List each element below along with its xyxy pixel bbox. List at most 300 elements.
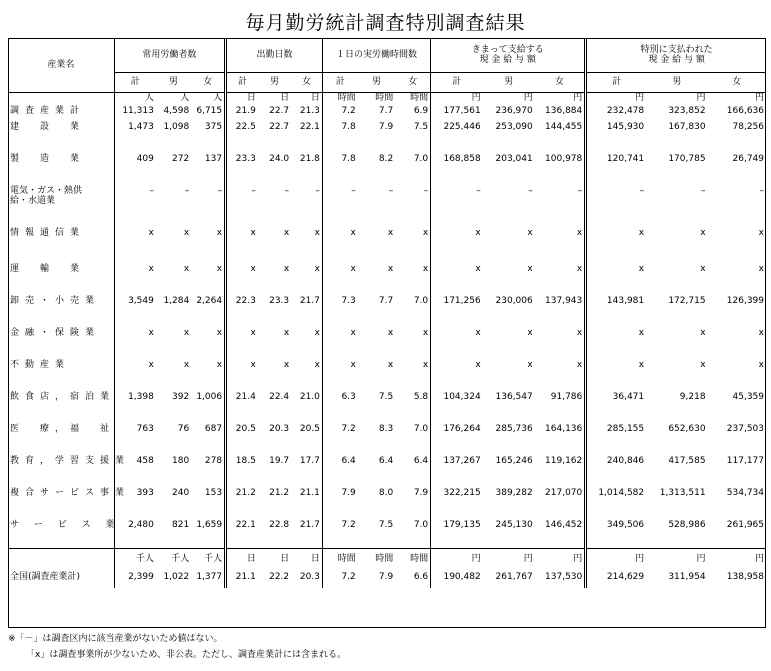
value-cell: 7.9 <box>322 486 357 518</box>
sub-header-12: 計 <box>586 72 646 92</box>
value-cell: – <box>759 186 764 196</box>
value-cell: 349,506 <box>586 518 646 548</box>
sub-header-0: 計 <box>114 72 156 92</box>
header-group-row <box>8 38 766 72</box>
value-cell: – <box>217 186 223 196</box>
sub-header-7: 男 <box>358 72 395 92</box>
industry-name <box>8 454 131 486</box>
value-cell: x <box>216 228 223 238</box>
value-cell: 7.2 <box>322 566 357 588</box>
value-cell: 21.9 <box>226 104 258 120</box>
value-cell: – <box>114 184 156 226</box>
value-cell: 円 <box>586 548 646 566</box>
value-cell: 253,090 <box>495 122 533 132</box>
sub-header-8: 女 <box>395 72 430 92</box>
value-cell: 円 <box>646 548 707 566</box>
industry-name-text: 医 療，福 祉 <box>10 424 116 434</box>
industry-name <box>8 358 114 390</box>
value-cell: 214,629 <box>586 566 646 588</box>
value-cell: 1,313,511 <box>659 488 706 498</box>
value-cell: 126,399 <box>726 296 764 306</box>
value-cell: 7.8 <box>322 152 357 184</box>
value-cell: 322,215 <box>431 486 483 518</box>
value-cell: x <box>700 328 706 338</box>
industry-name <box>8 294 114 326</box>
value-cell: x <box>314 328 320 338</box>
value-cell: x <box>527 360 533 370</box>
sub-header-4: 男 <box>258 72 291 92</box>
value-cell: 528,986 <box>668 520 706 530</box>
value-cell: 26,749 <box>732 154 764 164</box>
value-cell: x <box>527 228 533 238</box>
value-cell: 285,155 <box>586 422 646 454</box>
value-cell: 687 <box>204 424 223 434</box>
value-cell: 千人 <box>156 548 191 566</box>
value-cell: x <box>422 264 429 274</box>
value-cell: 2,480 <box>114 518 156 548</box>
value-cell: 時間 <box>322 548 357 566</box>
value-cell: x <box>586 226 646 262</box>
value-cell: 1,377 <box>196 572 223 582</box>
value-cell: 7.0 <box>413 154 429 164</box>
table-row <box>8 226 766 262</box>
value-cell: x <box>114 262 156 294</box>
value-cell: 763 <box>114 422 156 454</box>
value-cell: 22.1 <box>226 518 258 548</box>
page-title: 毎月勤労統計調査特別調査結果 <box>245 12 526 34</box>
industry-name <box>8 184 114 226</box>
regular-pay-line2: 現 金 給 与 額 <box>479 54 536 65</box>
value-cell: 時間 <box>375 93 394 104</box>
value-cell: – <box>184 186 190 196</box>
value-cell: x <box>114 226 156 262</box>
value-cell: 日 <box>280 93 290 104</box>
value-cell: x <box>527 328 533 338</box>
value-cell: 8.2 <box>378 154 394 164</box>
table-row <box>8 518 766 548</box>
value-cell: 6.4 <box>378 456 394 466</box>
value-cell: x <box>431 326 483 358</box>
industry-name-line1: 電気・ガス・熱供 <box>10 186 83 196</box>
value-cell: – <box>423 186 429 196</box>
value-cell: 時間 <box>395 548 430 566</box>
value-cell: x <box>576 328 583 338</box>
value-cell: – <box>322 184 357 226</box>
value-cell: 時間 <box>322 92 357 104</box>
sub-header-6: 計 <box>322 72 357 92</box>
industry-name <box>8 152 114 184</box>
value-cell: 168,858 <box>431 152 483 184</box>
value-cell: 21.8 <box>299 154 320 164</box>
value-cell: 1,659 <box>196 520 223 530</box>
value-cell: 6.6 <box>413 572 429 582</box>
value-cell: 389,282 <box>495 488 533 498</box>
value-cell: 22.2 <box>269 572 290 582</box>
value-cell: 7.5 <box>413 122 429 132</box>
value-cell: 245,130 <box>495 520 533 530</box>
value-cell: x <box>226 226 258 262</box>
value-cell: 千人 <box>191 548 225 566</box>
value-cell: 534,734 <box>726 488 764 498</box>
value-cell: 人 <box>213 93 223 104</box>
value-cell: 7.0 <box>413 424 429 434</box>
value-cell: 1,022 <box>163 572 190 582</box>
value-cell: – <box>315 186 320 196</box>
value-cell: 人 <box>180 93 190 104</box>
value-cell: x <box>114 358 156 390</box>
value-cell: x <box>700 264 706 274</box>
value-cell: 20.3 <box>299 572 320 582</box>
value-cell: – <box>577 186 583 196</box>
value-cell: – <box>528 186 533 196</box>
value-cell: 237,503 <box>726 424 764 434</box>
value-cell: x <box>700 228 706 238</box>
value-cell: x <box>422 228 429 238</box>
value-cell: 166,636 <box>726 106 764 116</box>
value-cell: 232,478 <box>586 104 646 120</box>
value-cell: 180 <box>172 456 190 466</box>
value-cell: 171,256 <box>431 294 483 326</box>
value-cell: 417,585 <box>668 456 706 466</box>
value-cell: 821 <box>172 520 190 530</box>
value-cell: 167,830 <box>668 122 706 132</box>
value-cell: x <box>527 264 533 274</box>
value-cell: x <box>431 358 483 390</box>
value-cell: 100,978 <box>545 154 583 164</box>
value-cell: 143,981 <box>586 294 646 326</box>
industry-name <box>8 518 121 548</box>
table-row <box>8 120 766 152</box>
industry-name <box>8 104 114 120</box>
value-cell: 6.4 <box>322 454 357 486</box>
value-cell: 20.5 <box>226 422 258 454</box>
industry-name-empty <box>8 548 114 566</box>
industry-header: 産業名 <box>8 38 114 92</box>
value-cell: 6,715 <box>196 106 223 116</box>
value-cell: 5.8 <box>413 392 429 402</box>
value-cell: 375 <box>204 122 223 132</box>
industry-name-text: 不動産業 <box>10 360 71 370</box>
value-cell: 23.3 <box>269 296 290 306</box>
value-cell: 21.2 <box>269 488 290 498</box>
value-cell: 91,786 <box>550 392 583 402</box>
value-cell: 1,014,582 <box>586 486 646 518</box>
value-cell: x <box>322 226 357 262</box>
value-cell: 千人 <box>114 548 156 566</box>
value-cell: x <box>576 360 583 370</box>
value-cell: 22.7 <box>269 106 290 116</box>
value-cell: x <box>758 360 764 370</box>
sub-header-13: 男 <box>646 72 707 92</box>
value-cell: 23.3 <box>226 152 258 184</box>
value-cell: 137 <box>204 154 223 164</box>
value-cell: 7.9 <box>378 122 394 132</box>
sub-header-1: 男 <box>156 72 191 92</box>
industry-name-text: サ ー ビ ス 業 <box>10 520 121 530</box>
value-cell: x <box>283 264 290 274</box>
sub-header-11: 女 <box>535 72 586 92</box>
value-cell: 21.2 <box>226 486 258 518</box>
group-header-regular-pay <box>431 38 586 72</box>
value-cell: 272 <box>172 154 190 164</box>
value-cell: x <box>387 264 394 274</box>
value-cell: 9,218 <box>679 392 706 402</box>
value-cell: 392 <box>172 392 190 402</box>
table-row <box>8 262 766 294</box>
value-cell: – <box>388 186 394 196</box>
value-cell: x <box>322 358 357 390</box>
value-cell: x <box>422 360 429 370</box>
value-cell: 円 <box>754 93 764 104</box>
value-cell: x <box>183 264 190 274</box>
value-cell: 137,943 <box>545 296 583 306</box>
industry-name-text: 教育，学習支援業 <box>10 456 131 466</box>
value-cell: 36,471 <box>586 390 646 422</box>
value-cell: – <box>586 184 646 226</box>
value-cell: 145,930 <box>586 120 646 152</box>
value-cell: 117,177 <box>726 456 764 466</box>
table-row <box>8 104 766 120</box>
value-cell: 7.0 <box>413 520 429 530</box>
value-cell: 170,785 <box>668 154 706 164</box>
value-cell: 6.4 <box>413 456 429 466</box>
value-cell: 19.7 <box>269 456 290 466</box>
value-cell: 137,267 <box>431 454 483 486</box>
value-cell: 458 <box>114 454 156 486</box>
value-cell: x <box>422 328 429 338</box>
value-cell: 6.9 <box>413 106 429 116</box>
value-cell: 2,399 <box>114 566 156 588</box>
value-cell: 138,958 <box>726 572 764 582</box>
value-cell: – <box>284 186 290 196</box>
note-x: 「x」は調査事業所が少ないため、非公表。ただし、調査産業計には含まれる。 <box>26 650 346 660</box>
value-cell: 日 <box>226 92 258 104</box>
industry-name <box>8 120 114 152</box>
value-cell: 261,767 <box>495 572 533 582</box>
value-cell: 393 <box>114 486 156 518</box>
value-cell: x <box>758 264 764 274</box>
value-cell: x <box>387 360 394 370</box>
value-cell: 78,256 <box>732 122 764 132</box>
value-cell: 652,630 <box>668 424 706 434</box>
statistics-table <box>8 38 766 588</box>
value-cell: 時間 <box>410 93 429 104</box>
national-row <box>8 566 766 588</box>
group-header-days: 出勤日数 <box>226 38 323 72</box>
value-cell: 21.7 <box>299 296 320 306</box>
value-cell: 円 <box>431 548 483 566</box>
value-cell: 146,452 <box>545 520 583 530</box>
value-cell: x <box>322 262 357 294</box>
value-cell: 21.4 <box>226 390 258 422</box>
value-cell: x <box>183 228 190 238</box>
value-cell: 164,136 <box>545 424 583 434</box>
value-cell: 1,098 <box>163 122 190 132</box>
industry-name-text: 飲食店，宿泊業 <box>10 392 116 402</box>
national-units-row <box>8 548 766 566</box>
value-cell: 3,549 <box>114 294 156 326</box>
value-cell: 7.3 <box>322 294 357 326</box>
industry-name <box>8 422 114 454</box>
industry-name <box>8 226 114 262</box>
industry-name <box>8 390 114 422</box>
industry-name <box>8 262 114 294</box>
value-cell: x <box>283 360 290 370</box>
sub-header-9: 計 <box>431 72 483 92</box>
sub-header-2: 女 <box>191 72 225 92</box>
value-cell: 76 <box>177 424 190 434</box>
value-cell: 230,006 <box>495 296 533 306</box>
value-cell: x <box>183 328 190 338</box>
value-cell: – <box>701 186 706 196</box>
table-body <box>8 92 766 588</box>
value-cell: 7.8 <box>322 120 357 152</box>
value-cell: x <box>387 228 394 238</box>
value-cell: 日 <box>258 548 291 566</box>
value-cell: 7.2 <box>322 422 357 454</box>
industry-name-text: 運 輸 業 <box>10 264 86 274</box>
table-row <box>8 326 766 358</box>
value-cell: 409 <box>114 152 156 184</box>
value-cell: x <box>387 328 394 338</box>
value-cell: x <box>758 328 764 338</box>
national-name: 全国(調査産業計) <box>10 572 81 582</box>
value-cell: 285,736 <box>495 424 533 434</box>
regular-pay-line1: きまって支給する <box>471 44 544 55</box>
value-cell: 7.5 <box>378 392 394 402</box>
value-cell: 7.9 <box>413 488 429 498</box>
table-row <box>8 486 766 518</box>
value-cell: 144,455 <box>545 122 583 132</box>
units-row <box>8 92 766 104</box>
value-cell: 円 <box>573 93 583 104</box>
value-cell: 11,313 <box>114 104 156 120</box>
value-cell: 104,324 <box>431 390 483 422</box>
value-cell: 24.0 <box>269 154 290 164</box>
value-cell: 236,970 <box>495 106 533 116</box>
value-cell: 7.5 <box>378 520 394 530</box>
value-cell: 120,741 <box>586 152 646 184</box>
table-row <box>8 294 766 326</box>
value-cell: 1,284 <box>163 296 190 306</box>
value-cell: 4,598 <box>163 106 190 116</box>
value-cell: x <box>283 228 290 238</box>
industry-name-text: 複合サービス事業 <box>10 488 131 498</box>
industry-name-text: 情報通信業 <box>10 228 86 238</box>
value-cell: 7.7 <box>378 106 394 116</box>
value-cell: 21.7 <box>299 520 320 530</box>
value-cell: 176,264 <box>431 422 483 454</box>
value-cell: x <box>226 326 258 358</box>
value-cell: 円 <box>708 548 766 566</box>
value-cell: 136,884 <box>545 106 583 116</box>
value-cell: 190,482 <box>431 566 483 588</box>
value-cell: 17.7 <box>299 456 320 466</box>
value-cell: 22.4 <box>269 392 290 402</box>
value-cell: x <box>322 326 357 358</box>
industry-name-line2: 給・水道業 <box>10 196 56 206</box>
value-cell: 179,135 <box>431 518 483 548</box>
value-cell: 137,530 <box>545 572 583 582</box>
value-cell: 7.2 <box>322 518 357 548</box>
value-cell: x <box>586 358 646 390</box>
value-cell: 日 <box>226 548 258 566</box>
sub-header-5: 女 <box>291 72 322 92</box>
value-cell: x <box>576 228 583 238</box>
value-cell: 22.8 <box>269 520 290 530</box>
value-cell: 278 <box>204 456 223 466</box>
value-cell: x <box>216 360 223 370</box>
value-cell: 18.5 <box>226 454 258 486</box>
value-cell: 22.1 <box>299 122 320 132</box>
value-cell: 225,446 <box>431 120 483 152</box>
group-header-special-pay <box>586 38 766 72</box>
value-cell: 円 <box>535 548 586 566</box>
value-cell: 21.0 <box>299 392 320 402</box>
value-cell: 6.3 <box>322 390 357 422</box>
industry-name-text: 調査産業計 <box>10 106 86 116</box>
value-cell: 1,398 <box>114 390 156 422</box>
value-cell: 円 <box>696 93 706 104</box>
value-cell: 240,846 <box>586 454 646 486</box>
value-cell: x <box>700 360 706 370</box>
table-row <box>8 152 766 184</box>
value-cell: 21.1 <box>299 488 320 498</box>
note-dash: ※「－」は調査区内に該当産業がないため値はない。 <box>8 634 223 644</box>
sub-header-14: 女 <box>708 72 766 92</box>
value-cell: x <box>576 264 583 274</box>
industry-name <box>8 326 114 358</box>
value-cell: 203,041 <box>495 154 533 164</box>
value-cell: x <box>114 326 156 358</box>
value-cell: x <box>216 264 223 274</box>
value-cell: 1,473 <box>114 120 156 152</box>
value-cell: 円 <box>586 92 646 104</box>
value-cell: 時間 <box>358 548 395 566</box>
sub-header-10: 男 <box>483 72 535 92</box>
industry-name-empty <box>8 92 114 104</box>
value-cell: 8.0 <box>378 488 394 498</box>
value-cell: x <box>586 262 646 294</box>
value-cell: 7.0 <box>413 296 429 306</box>
special-pay-line2: 現 金 給 与 額 <box>648 54 705 65</box>
value-cell: 217,070 <box>545 488 583 498</box>
value-cell: – <box>431 184 483 226</box>
sub-header-3: 計 <box>226 72 258 92</box>
value-cell: 20.5 <box>299 424 320 434</box>
value-cell: 人 <box>114 92 156 104</box>
value-cell: x <box>314 264 320 274</box>
industry-name-text: 卸売・小売業 <box>10 296 101 306</box>
value-cell: 22.3 <box>226 294 258 326</box>
value-cell: x <box>758 228 764 238</box>
industry-name-text: 金融・保険業 <box>10 328 101 338</box>
value-cell: 153 <box>204 488 223 498</box>
value-cell: 323,852 <box>668 106 706 116</box>
value-cell: 21.3 <box>299 106 320 116</box>
value-cell: x <box>283 328 290 338</box>
value-cell: 261,965 <box>726 520 764 530</box>
value-cell: 日 <box>291 548 322 566</box>
value-cell: 7.9 <box>378 572 394 582</box>
table-row <box>8 454 766 486</box>
group-header-workers: 常用労働者数 <box>114 38 225 72</box>
value-cell: 2,264 <box>196 296 223 306</box>
value-cell: 311,954 <box>668 572 706 582</box>
value-cell: 119,162 <box>545 456 583 466</box>
value-cell: x <box>226 358 258 390</box>
value-cell: 8.3 <box>378 424 394 434</box>
